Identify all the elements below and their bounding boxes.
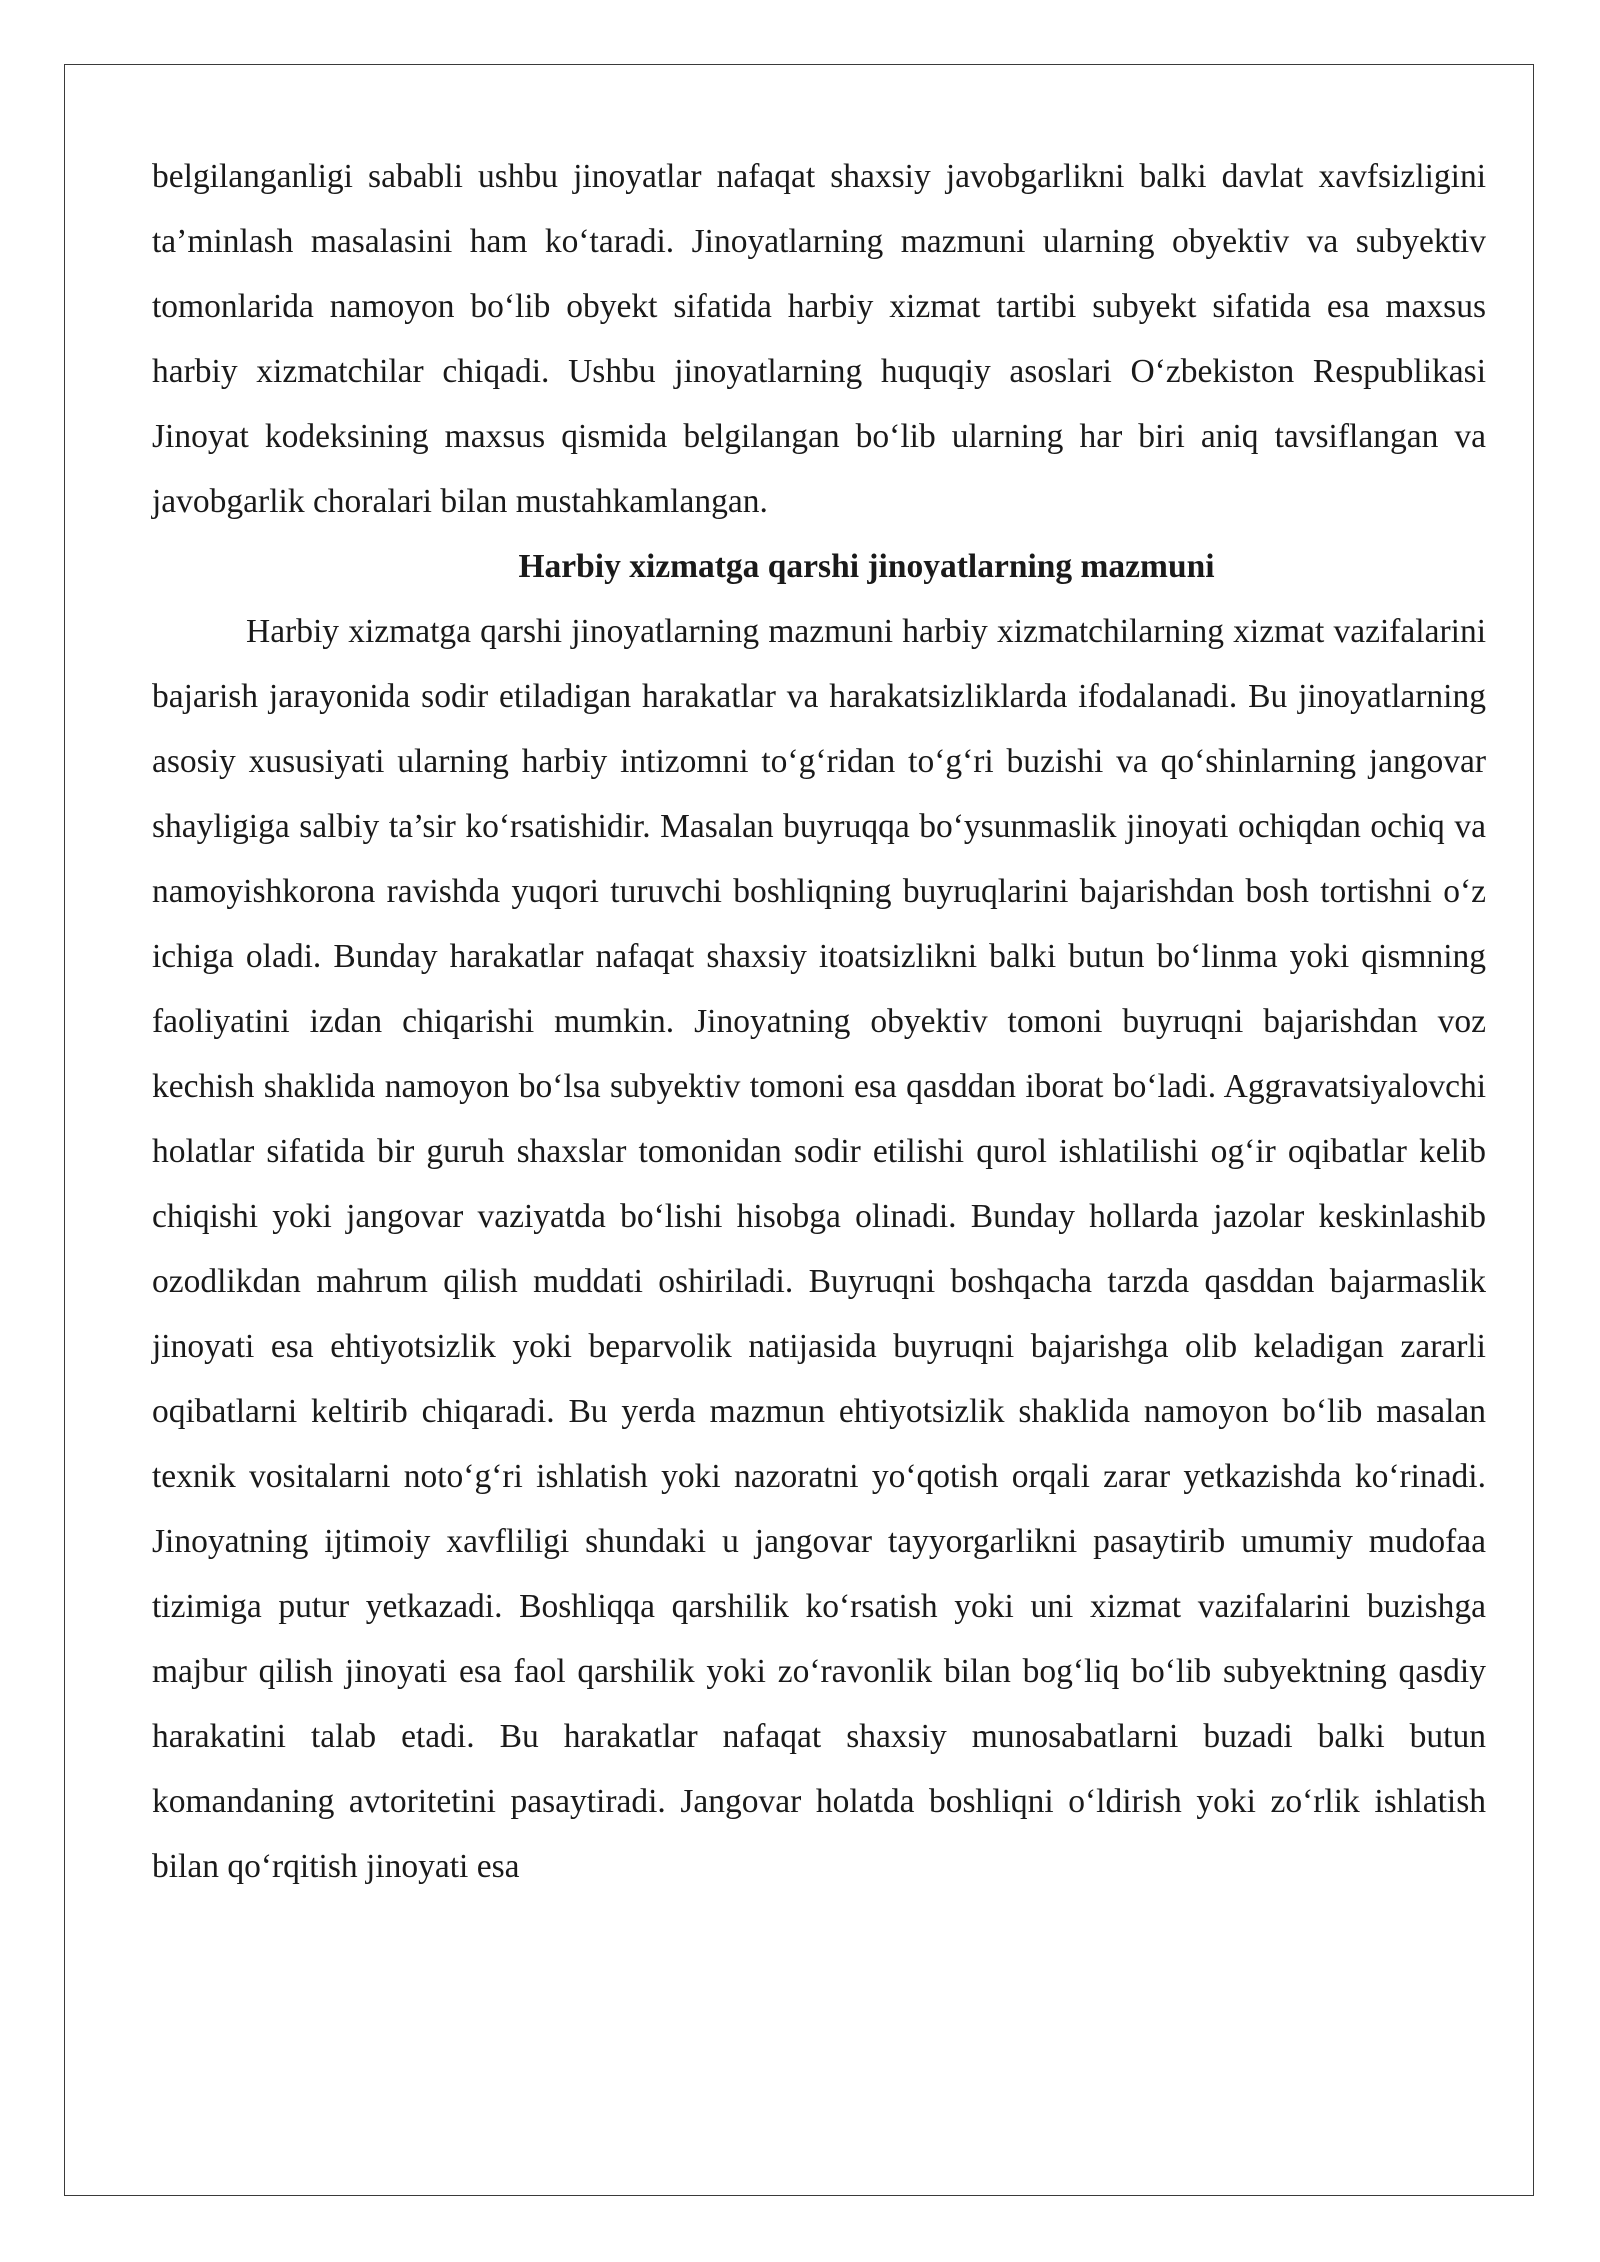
section-heading: Harbiy xizmatga qarshi jinoyatlarning mazmuni <box>518 548 1215 585</box>
document-body <box>152 144 1486 1899</box>
paragraph-continued: belgilanganligi sababli ushbu jinoyatlar nafaqat shaxsiy javobgarlikni balki davlat xavfsizligini ta’minlash masalasini ham ko‘taradi. Jinoyatlarning mazmuni ularning obyektiv va subyektiv tomonlarida namoyon bo‘lib obyekt sifatida harbiy xizmat tartibi subyekt sifatida esa maxsus harbiy xizmatchilar chiqadi. Ushbu jinoyatlarning huquqiy asoslari O‘zbekiston Respublikasi Jinoyat kodeksining maxsus qismida belgilangan bo‘lib ularning har biri aniq tavsiflangan va javobgarlik choralari bilan mustahkamlangan. <box>152 158 1486 520</box>
paragraph-main: Harbiy xizmatga qarshi jinoyatlarning mazmuni harbiy xizmatchilarning xizmat vazifalarini bajarish jarayonida sodir etiladigan harakatlar va harakatsizliklarda ifodalanadi. Bu jinoyatlarning asosiy xususiyati ularning harbiy intizomni to‘g‘ridan to‘g‘ri buzishi va qo‘shinlarning jangovar shayligiga salbiy ta’sir ko‘rsatishidir. Masalan buyruqqa bo‘ysunmaslik jinoyati ochiqdan ochiq va namoyishkorona ravishda yuqori turuvchi boshliqning buyruqlarini bajarishdan bosh tortishni o‘z ichiga oladi. Bunday harakatlar nafaqat shaxsiy itoatsizlikni balki butun bo‘linma yoki qismning faoliyatini izdan chiqarishi mumkin. Jinoyatning obyektiv tomoni buyruqni bajarishdan voz kechish shaklida namoyon bo‘lsa subyektiv tomoni esa qasddan iborat bo‘ladi. Aggravatsiyalovchi holatlar sifatida bir guruh shaxslar tomonidan sodir etilishi qurol ishlatilishi og‘ir oqibatlar kelib chiqishi yoki jangovar vaziyatda bo‘lishi hisobga olinadi. Bunday hollarda jazolar keskinlashib ozodlikdan mahrum qilish muddati oshiriladi. Buyruqni boshqacha tarzda qasddan bajarmaslik jinoyati esa ehtiyotsizlik yoki beparvolik natijasida buyruqni bajarishga olib keladigan zararli oqibatlarni keltirib chiqaradi. Bu yerda mazmun ehtiyotsizlik shaklida namoyon bo‘lib masalan texnik vositalarni noto‘g‘ri ishlatish yoki nazoratni yo‘qotish orqali zarar yetkazishda ko‘rinadi. Jinoyatning ijtimoiy xavfliligi shundaki u jangovar tayyorgarlikni pasaytirib umumiy mudofaa tizimiga putur yetkazadi. Boshliqqa qarshilik ko‘rsatish yoki uni xizmat vazifalarini buzishga majbur qilish jinoyati esa faol qarshilik yoki zo‘ravonlik bilan bog‘liq bo‘lib subyektning qasdiy harakatini talab etadi. Bu harakatlar nafaqat shaxsiy munosabatlarni buzadi balki butun komandaning avtoritetini pasaytiradi. Jangovar holatda boshliqni o‘ldirish yoki zo‘rlik ishlatish bilan qo‘rqitish jinoyati esa <box>152 613 1486 1885</box>
